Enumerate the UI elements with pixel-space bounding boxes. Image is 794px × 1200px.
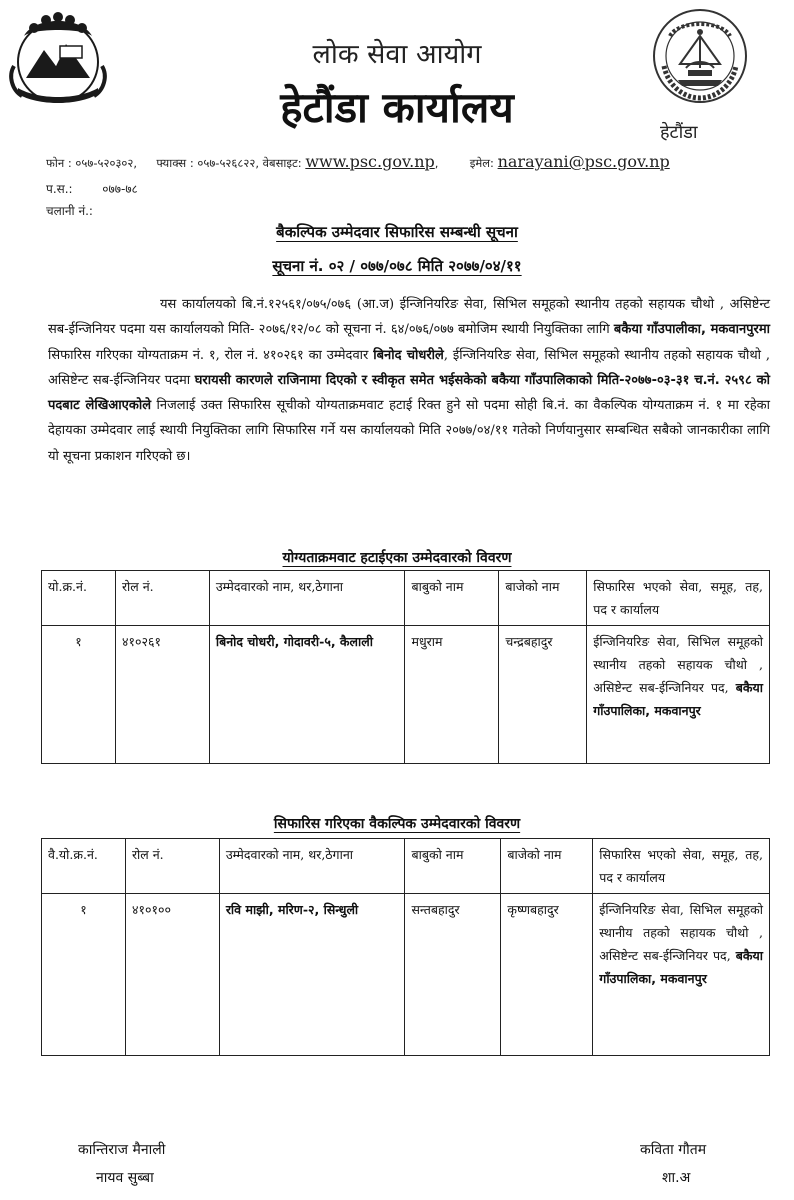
website-link[interactable]: www.psc.gov.np xyxy=(305,152,435,171)
header-cell: बाबुको नाम xyxy=(405,839,501,894)
org-name: लोक सेवा आयोग xyxy=(312,39,482,70)
header-cell: सिफारिस भएको सेवा, समूह, तह, पद र कार्यालय xyxy=(587,571,770,626)
right-signatory-title: शा.अ xyxy=(662,1170,691,1186)
seal-caption: हेटौंडा xyxy=(660,122,698,143)
serial-cell: १ xyxy=(42,626,116,764)
roll-cell: ४१०२६१ xyxy=(115,626,209,764)
table-header-row xyxy=(42,839,770,894)
header-cell: रोल नं. xyxy=(125,839,219,894)
notice-number: सूचना नं. ०२ / ०७७/०७८ मिति २०७७/०४/११ xyxy=(272,257,522,275)
name-cell: रवि माझी, मरिण-२, सिन्धुली xyxy=(219,894,405,1056)
grandfather-cell: कृष्णबहादुर xyxy=(501,894,593,1056)
father-cell: सन्तबहादुर xyxy=(405,894,501,1056)
service-cell: ईन्जिनियरिङ सेवा, सिभिल समूहको स्थानीय तहको सहायक चौथो , असिष्टेन्ट सब-ईन्जिनियर पद, बकैया गाँउपालिका, मकवानपुर xyxy=(593,894,770,1056)
email-link[interactable]: narayani@psc.gov.np xyxy=(497,152,670,171)
father-cell: मधुराम xyxy=(405,626,499,764)
recommended-candidate-table xyxy=(41,838,770,1056)
phone-label: फोन : xyxy=(46,156,72,170)
website-suffix: , xyxy=(434,156,439,170)
header-cell: बाबुको नाम xyxy=(405,571,499,626)
header-cell: बाजेको नाम xyxy=(501,839,593,894)
grandfather-cell: चन्द्रबहादुर xyxy=(499,626,587,764)
website-label: वेबसाइट: xyxy=(262,156,302,170)
left-signatory-name: कान्तिराज मैनाली xyxy=(78,1142,166,1158)
header-cell: उम्मेदवारको नाम, थर,ठेगाना xyxy=(209,571,405,626)
removed-section-title: योग्यताक्रमवाट हटाईएका उम्मेदवारको विवरण xyxy=(282,550,512,566)
header-cell: यो.क्र.नं. xyxy=(42,571,116,626)
table-row xyxy=(42,894,770,1056)
recommended-section-title: सिफारिस गरिएका वैकल्पिक उम्मेदवारको विवरण xyxy=(273,816,521,832)
office-name: हेटौंडा कार्यालय xyxy=(280,83,514,132)
header-cell: रोल नं. xyxy=(115,571,209,626)
ps-label: प.स.: xyxy=(46,182,73,196)
chalani-ref xyxy=(46,202,93,219)
fax-number: ०५७-५२६८२२, xyxy=(197,156,259,170)
left-signatory-title: नायव सुब्बा xyxy=(96,1170,154,1186)
notice-title: बैकल्पिक उम्मेदवार सिफारिस सम्बन्धी सूचना xyxy=(276,223,518,241)
contact-line xyxy=(46,152,670,171)
roll-cell: ४१०१०० xyxy=(125,894,219,1056)
psc-seal-icon xyxy=(650,6,750,106)
header-cell: वै.यो.क्र.नं. xyxy=(42,839,126,894)
removed-candidate-table xyxy=(41,570,770,764)
serial-cell: १ xyxy=(42,894,126,1056)
chalani-label: चलानी नं.: xyxy=(46,204,93,218)
fax-label: फ्याक्स : xyxy=(156,156,194,170)
header-cell: बाजेको नाम xyxy=(499,571,587,626)
service-cell: ईन्जिनियरिङ सेवा, सिभिल समूहको स्थानीय तहको सहायक चौथो , असिष्टेन्ट सब-ईन्जिनियर पद, बकैया गाँउपालिका, मकवानपुर xyxy=(587,626,770,764)
header-cell: उम्मेदवारको नाम, थर,ठेगाना xyxy=(219,839,405,894)
table-header-row xyxy=(42,571,770,626)
ps-value: ०७७-७८ xyxy=(102,182,138,196)
notice-body: यस कार्यालयको बि.नं.१२५६१/०७५/०७६ (आ.ज) ईन्जिनियरिङ सेवा, सिभिल समूहको स्थानीय तहको सहायक चौथो , असिष्टेन्ट सब-ईन्जिनियर पदमा यस कार्यालयको मिति- २०७६/१२/०८ को सूचना नं. ६४/०७६/०७७ बमोजिम स्थायी नियुक्तिका लागि बकैया गाँउपालीका, मकवानपुरमा सिफारिस गरिएका योग्यताक्रम नं. १, रोल नं. ४१०२६१ का उम्मेदवार बिनोद चोधरीले, ईन्जिनियरिङ सेवा, सिभिल समूहको स्थानीय तहको सहायक चौथो , असिष्टेन्ट सब-ईन्जिनियर पदमा घरायसी कारणले राजिनामा दिएको र स्वीकृत समेत भईसकेको बकैया गाँउपालिकाको मिति-२०७७-०३-३१ च.नं. २५९८ को पदबाट लेखिआएकोले निजलाई उक्त सिफारिस सूचीको योग्यताक्रमवाट हटाई रिक्त हुने सो पदमा सोही बि.नं. का वैकल्पिक योग्यताक्रम नं. १ मा रहेका देहायका उम्मेदवार लाई स्थायी नियुक्तिका लागि सिफारिस गर्ने यस कार्यालयको मिति २०७७/०४/११ गतेको निर्णयानुसार सम्बन्धित सबैको जानकारीका लागि यो सूचना प्रकाशन गरिएको छ। xyxy=(48,297,771,464)
right-signatory-name: कविता गौतम xyxy=(640,1142,707,1158)
ps-ref xyxy=(46,180,138,197)
header-cell: सिफारिस भएको सेवा, समूह, तह, पद र कार्यालय xyxy=(593,839,770,894)
phone-number: ०५७-५२०३०२, xyxy=(75,156,138,170)
table-row xyxy=(42,626,770,764)
name-cell: बिनोद चोधरी, गोदावरी-५, कैलाली xyxy=(209,626,405,764)
email-label: इमेल: xyxy=(469,156,494,170)
